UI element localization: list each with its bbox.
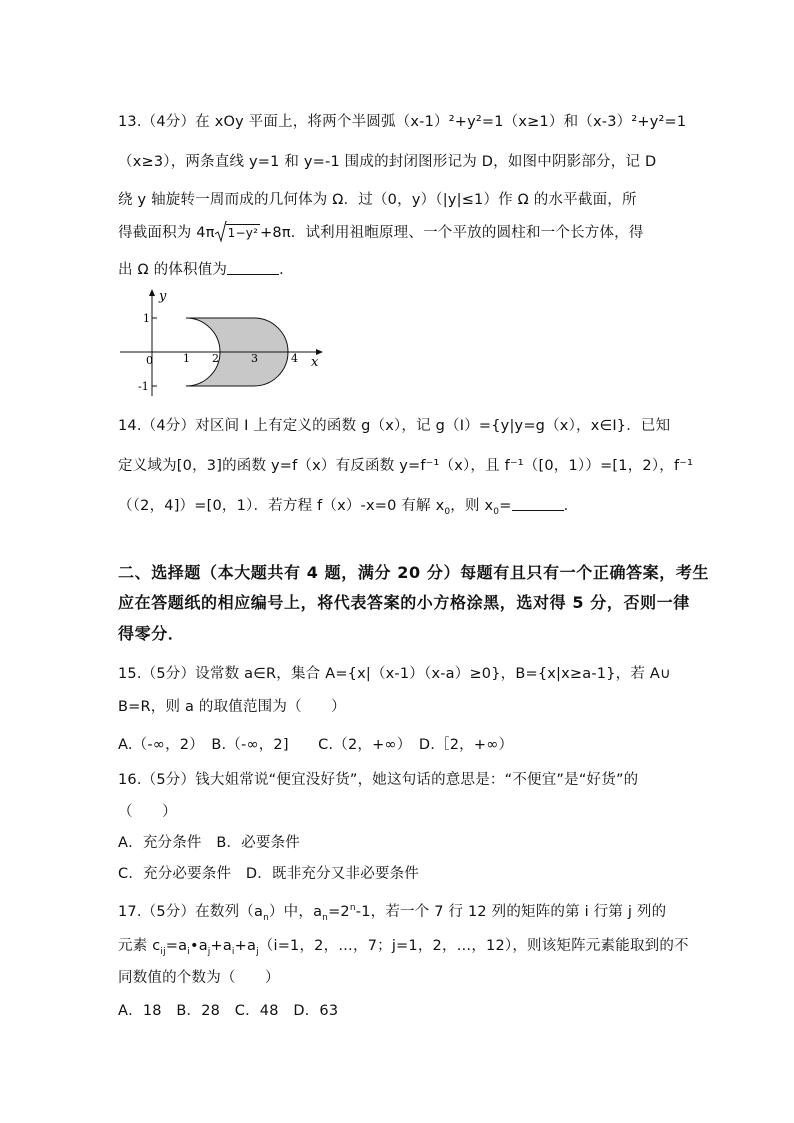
q16-line-1: 16.（5分）钱大姐常说“便宜没好货”，她这句话的意思是：“不便宜”是“好货”的 (118, 772, 639, 788)
q17-line-2 (118, 934, 689, 957)
q13-line-5-text: 出 Ω 的体积值为 (118, 262, 228, 278)
q17-text: ）中，a (268, 904, 323, 920)
q14-line-1: 14.（4分）对区间 I 上有定义的函数 g（x），记 g（I）={y|y=g（x），x∈I}．已知 (118, 418, 671, 434)
q17-line-1 (118, 900, 666, 923)
sqrt-expression (215, 224, 260, 241)
q17-text: 17.（5分）在数列（a (118, 904, 264, 920)
q13-line-2: （x≥3），两条直线 y=1 和 y=-1 围成的封闭图形记为 D，如图中阴影部分，记 D (118, 154, 657, 170)
subscript: i (187, 946, 190, 957)
q17-text: -1，若一个 7 行 12 列的矩阵的第 i 行第 j 列的 (355, 904, 667, 920)
q14-line-3 (118, 494, 578, 517)
answer-blank (512, 498, 564, 511)
q14-line-3-end: ． (563, 498, 579, 514)
q13-line-4 (118, 221, 644, 242)
sqrt-sign-icon (215, 221, 227, 243)
section-2-line-3: 得零分． (118, 624, 185, 643)
q17-text: +a (210, 938, 232, 954)
q15-options: A.（-∞，2） B.（-∞，2] C.（2，+∞） D.［2，+∞） (118, 737, 514, 753)
subscript: j (207, 946, 211, 957)
subscript: 0 (444, 506, 451, 517)
sqrt-radicand: 1−y² (227, 226, 259, 240)
section-2-line-1: 二、选择题（本大题共有 4 题，满分 20 分）每题有且只有一个正确答案，考生 (118, 563, 710, 582)
origin-label: 0 (146, 354, 153, 367)
q16-options-1: A．充分条件 B．必要条件 (118, 835, 300, 851)
q13-line-5 (118, 258, 294, 279)
superscript: n (349, 903, 356, 914)
q13-line-4-post: +8π．试利用祖暅原理、一个平放的圆柱和一个长方体，得 (260, 225, 644, 241)
subscript: n (263, 912, 269, 923)
q17-text: =a (165, 938, 188, 954)
section-2-line-2: 应在答题纸的相应编号上，将代表答案的小方格涂黑，选对得 5 分，否则一律 (118, 593, 690, 612)
q14-line-2: 定义域为[0，3]的函数 y=f（x）有反函数 y=f⁻¹（x），且 f⁻¹（[0，1））=[1，2），f⁻¹ (118, 458, 694, 474)
q14-line-3-b: ，则 x (450, 498, 494, 514)
subscript: j (256, 946, 259, 957)
x-axis-label: x (311, 355, 319, 370)
q13-line-4-pre: 得截面积为 4π (118, 225, 215, 241)
tick-label-y-1: 1 (143, 312, 150, 325)
tick-label-x-4: 4 (291, 352, 298, 365)
q13-line-1: 13.（4分）在 xOy 平面上，将两个半圆弧（x-1）²+y²=1（x≥1）和（x-3）²+y²=1 (118, 114, 687, 130)
q17-text: 元素 c (118, 938, 161, 954)
y-axis-label: y (159, 289, 167, 304)
q17-options: A．18 B．28 C．48 D．63 (118, 1003, 339, 1019)
region-figure (116, 284, 332, 400)
q17-text: （i=1，2，…，7；j=1，2，…，12），则该矩阵元素能取到的不 (258, 938, 689, 954)
subscript: 0 (493, 506, 500, 517)
q16-line-2: （ ） (118, 804, 177, 820)
q15-line-2: B=R，则 a 的取值范围为（ ） (118, 699, 346, 715)
subscript: n (322, 912, 329, 923)
tick-label-x-1: 1 (183, 352, 190, 365)
q17-text: •a (189, 938, 208, 954)
q15-line-1: 15.（5分）设常数 a∈R，集合 A={x|（x-1）（x-a）≥0}，B={x|x≥a-1}，若 A∪ (118, 666, 671, 682)
tick-label-x-2: 2 (212, 352, 219, 365)
q17-text: =2 (328, 904, 350, 920)
q17-text: +a (234, 938, 257, 954)
q17-line-3: 同数值的个数为（ ） (118, 970, 280, 986)
q16-options-2: C．充分必要条件 D．既非充分又非必要条件 (118, 866, 419, 882)
q13-line-3: 绕 y 轴旋转一周而成的几何体为 Ω．过（0，y）（|y|≤1）作 Ω 的水平截面，所 (118, 192, 637, 208)
q13-line-5-end: ． (279, 262, 294, 278)
answer-blank (227, 262, 279, 275)
tick-label-x-3: 3 (251, 352, 258, 365)
q14-line-3-a: （（2，4]）=[0，1）．若方程 f（x）-x=0 有解 x (118, 498, 445, 514)
subscript: ij (160, 946, 166, 957)
subscript: i (231, 946, 235, 957)
tick-label-y-neg1: -1 (138, 380, 149, 393)
q14-line-3-c: = (499, 498, 512, 514)
